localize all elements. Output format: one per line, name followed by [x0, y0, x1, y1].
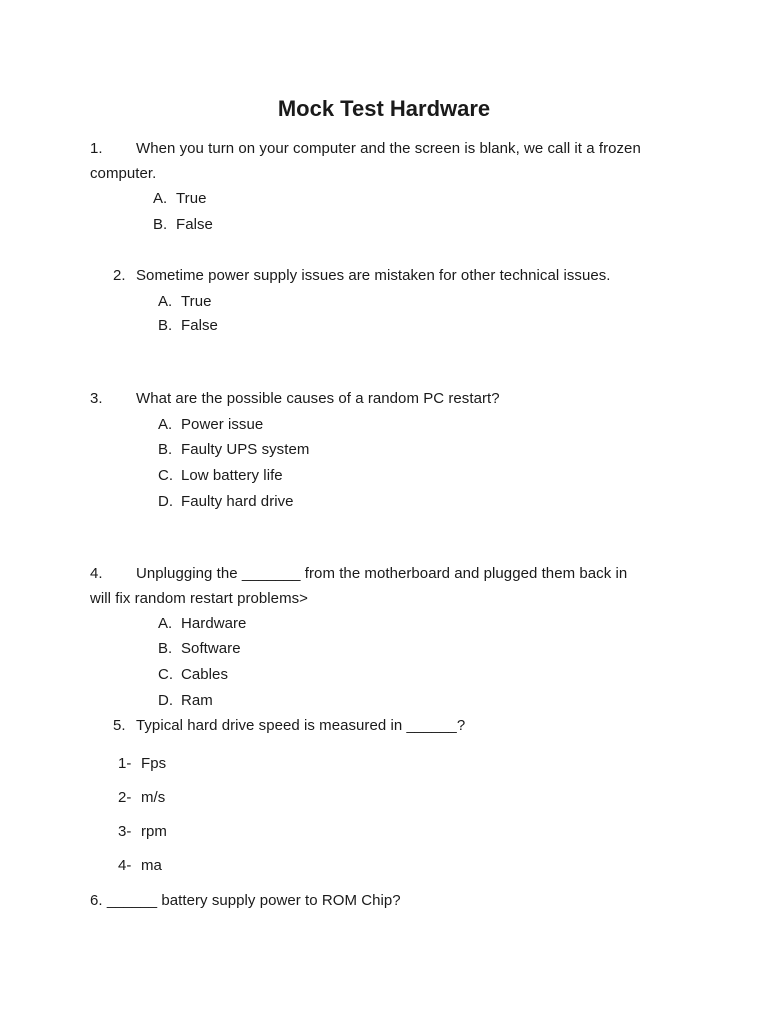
question-2-option-a-letter: A. — [158, 293, 173, 310]
question-5-option-2-number: 2- — [118, 789, 132, 806]
question-1-number: 1. — [90, 140, 103, 157]
question-5-option-4-number: 4- — [118, 857, 132, 874]
question-4-option-d-text: Ram — [181, 692, 213, 709]
document-title: Mock Test Hardware — [277, 96, 491, 121]
question-3-option-d-text: Faulty hard drive — [181, 493, 294, 510]
question-5-option-1-text: Fps — [141, 755, 167, 772]
question-1-option-b-letter: B. — [153, 216, 168, 233]
question-3-option-c-text: Low battery life — [181, 467, 283, 484]
question-4-option-a-letter: A. — [158, 615, 173, 632]
question-4-number: 4. — [90, 565, 103, 582]
question-5-text: Typical hard drive speed is measured in ______? — [136, 717, 466, 734]
question-4-option-a-text: Hardware — [181, 615, 247, 632]
question-2-option-b-letter: B. — [158, 317, 173, 334]
question-5-option-1-number: 1- — [118, 755, 132, 772]
question-3-number: 3. — [90, 390, 103, 407]
question-4-option-c-letter: C. — [158, 666, 174, 683]
question-2-option-a-text: True — [181, 293, 212, 310]
question-1-option-b-text: False — [176, 216, 213, 233]
question-4-option-b-letter: B. — [158, 640, 173, 657]
question-1-option-a-letter: A. — [153, 190, 168, 207]
question-1-option-a-text: True — [176, 190, 207, 207]
question-5-option-2-text: m/s — [141, 789, 166, 806]
question-3-option-a-letter: A. — [158, 416, 173, 433]
question-1-text-line2: computer. — [90, 165, 157, 182]
question-2-text: Sometime power supply issues are mistaken for other technical issues. — [136, 267, 611, 284]
question-2-number: 2. — [113, 267, 126, 284]
question-5-option-3-text: rpm — [141, 823, 167, 840]
question-5-number: 5. — [113, 717, 126, 734]
question-1-text-line1: When you turn on your computer and the screen is blank, we call it a frozen — [136, 140, 641, 157]
question-6-text: 6. ______ battery supply power to ROM Chip? — [90, 892, 401, 909]
question-3-text: What are the possible causes of a random PC restart? — [136, 390, 500, 407]
question-4-option-c-text: Cables — [181, 666, 228, 683]
question-2-option-b-text: False — [181, 317, 218, 334]
question-3-option-b-letter: B. — [158, 441, 173, 458]
question-4-option-b-text: Software — [181, 640, 241, 657]
question-5-option-4-text: ma — [141, 857, 162, 874]
question-3-option-a-text: Power issue — [181, 416, 264, 433]
question-3-option-c-letter: C. — [158, 467, 174, 484]
question-3-option-d-letter: D. — [158, 493, 174, 510]
question-4-text-line2: will fix random restart problems> — [90, 590, 308, 607]
question-5-option-3-number: 3- — [118, 823, 132, 840]
question-4-option-d-letter: D. — [158, 692, 174, 709]
question-3-option-b-text: Faulty UPS system — [181, 441, 310, 458]
question-4-text-line1: Unplugging the _______ from the motherboard and plugged them back in — [136, 565, 628, 582]
